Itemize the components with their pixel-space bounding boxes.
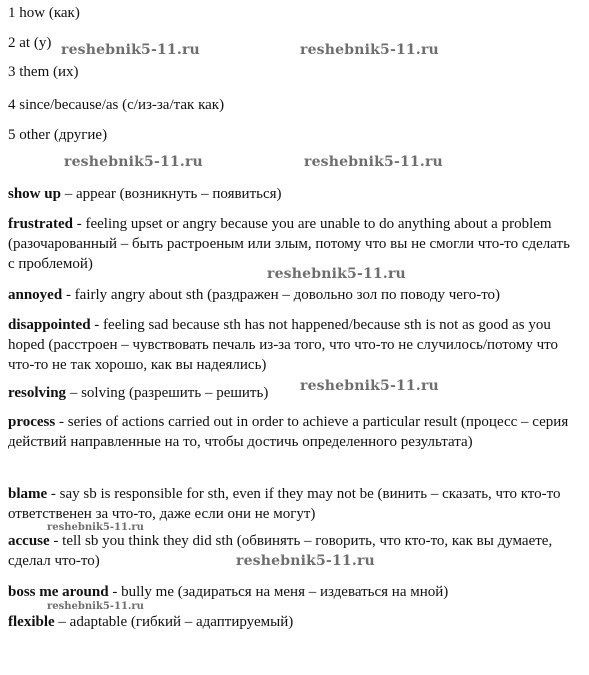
vocab-entry-annoyed	[8, 285, 580, 305]
answer-3: 3 them (их)	[8, 64, 79, 80]
watermark: reshebnik5-11.ru	[47, 522, 144, 533]
vocab-definition: – appear (возникнуть – появиться)	[60, 186, 282, 202]
vocab-term: blame	[8, 486, 48, 502]
answer-4: 4 since/because/as (с/из-за/так как)	[8, 97, 225, 113]
answer-2: 2 at (у)	[8, 35, 52, 51]
answer-5: 5 other (другие)	[8, 127, 108, 143]
vocab-definition: - say sb is responsible for sth, even if they may not be (винить – сказать, что кто-то ответственен за что-то, даже если они не могут)	[8, 486, 561, 522]
vocab-definition: - tell sb you think they did sth (обвинять – говорить, что кто-то, как вы думаете, сделал что-то)	[8, 533, 553, 569]
vocab-definition: - series of actions carried out in order to achieve a particular result (процесс – серия действий направленные на то, чтобы достичь определенного результата)	[8, 414, 569, 450]
watermark: reshebnik5-11.ru	[47, 601, 144, 612]
vocab-definition: - feeling upset or angry because you are unable to do anything about a problem (разочарованный – быть растроеным или злым, потому что вы не смогли что-то сделать с проблемой)	[8, 216, 570, 272]
vocab-definition: - fairly angry about sth (раздражен – довольно зол по поводу чего-то)	[62, 287, 501, 303]
vocab-term: resolving	[8, 385, 67, 401]
watermark: reshebnik5-11.ru	[236, 553, 375, 569]
vocab-definition: - feeling sad because sth has not happened/because sth is not as good as you hoped (расстроен – чувствовать печаль из-за того, что что-то не случилось/потому что что-то не так хорошо, как вы надеялись)	[8, 317, 559, 373]
watermark: reshebnik5-11.ru	[64, 154, 203, 170]
watermark: reshebnik5-11.ru	[300, 378, 439, 394]
watermark: reshebnik5-11.ru	[267, 266, 406, 282]
vocab-term: frustrated	[8, 216, 73, 232]
vocab-term: show up	[8, 186, 61, 202]
vocab-definition: – adaptable (гибкий – адаптируемый)	[54, 614, 294, 630]
vocab-definition: – solving (разрешить – решить)	[66, 385, 269, 401]
watermark: reshebnik5-11.ru	[300, 42, 439, 58]
vocab-entry-show-up	[8, 184, 580, 204]
watermark: reshebnik5-11.ru	[61, 42, 200, 58]
vocab-entry-process	[8, 412, 580, 452]
vocab-term: annoyed	[8, 287, 63, 303]
vocab-definition: - bully me (задираться на меня – издеваться на мной)	[108, 584, 449, 600]
vocab-term: disappointed	[8, 317, 91, 333]
vocab-term: accuse	[8, 533, 50, 549]
vocab-term: process	[8, 414, 56, 430]
vocab-term: boss me around	[8, 584, 109, 600]
vocab-term: flexible	[8, 614, 55, 630]
answer-1: 1 how (как)	[8, 5, 80, 21]
vocab-entry-resolving	[8, 383, 580, 403]
vocab-entry-disappointed	[8, 315, 580, 375]
watermark: reshebnik5-11.ru	[304, 154, 443, 170]
